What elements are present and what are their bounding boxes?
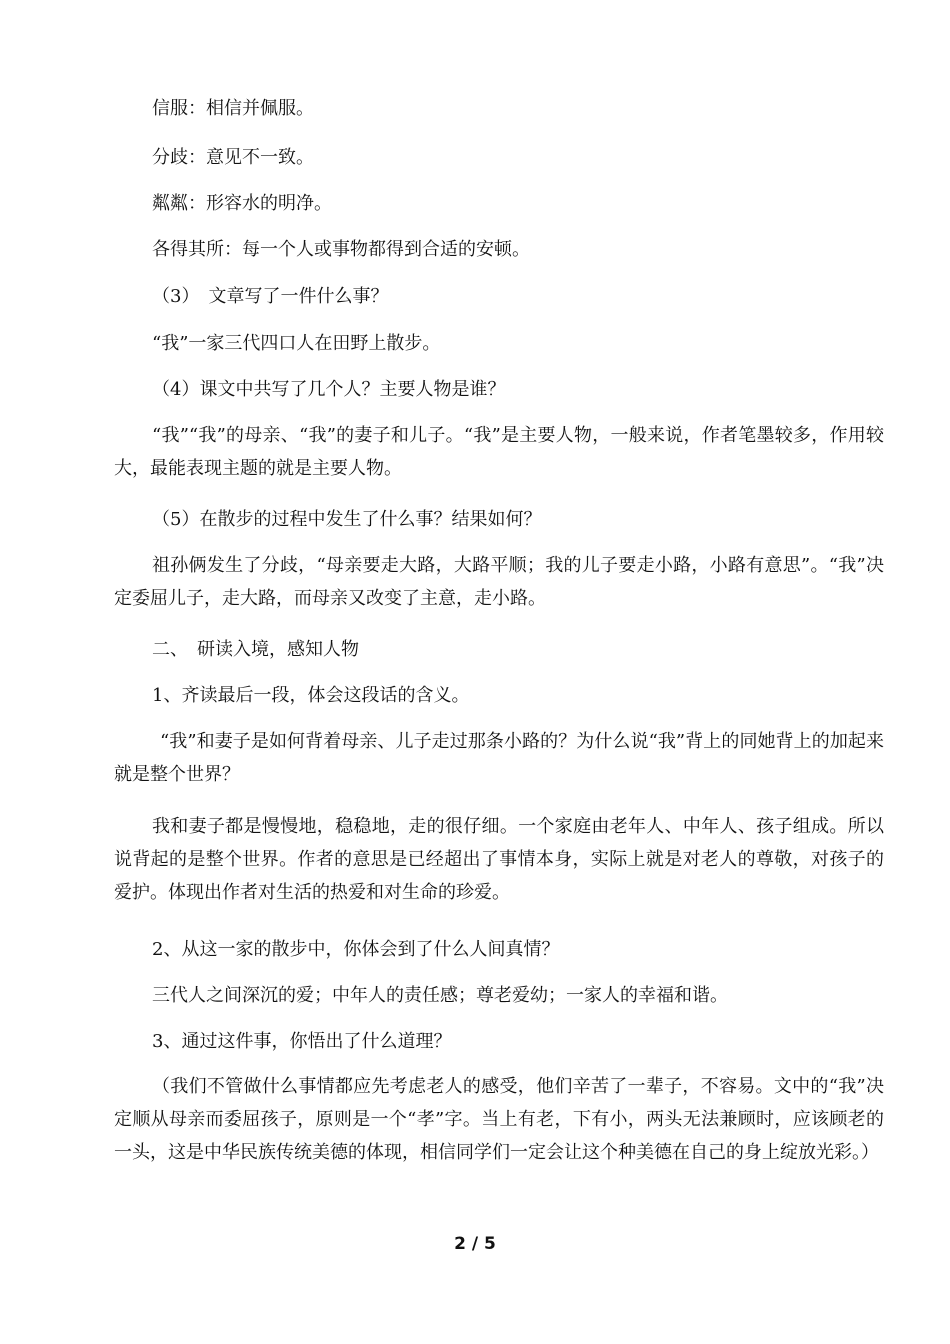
answer-5: 祖孙俩发生了分歧，“母亲要走大路，大路平顺；我的儿子要走小路，小路有意思”。“我”决定委屈儿子，走大路，而母亲又改变了主意，走小路。 (114, 555, 884, 609)
task-3-answer: （我们不管做什么事情都应先考虑老人的感受，他们辛苦了一辈子，不容易。文中的“我”决定顺从母亲而委屈孩子，原则是一个“孝”字。当上有老，下有小，两头无法兼顾时，应该顾老的一头，这是中华民族传统美德的体现，相信同学们一定会让这个种美德在自己的身上绽放光彩。） (114, 1076, 884, 1163)
definition-xinfu: 信服：相信并佩服。 (152, 98, 314, 119)
task-3: 3、通过这件事，你悟出了什么道理？ (152, 1031, 452, 1052)
definition-fenqi: 分歧：意见不一致。 (152, 147, 314, 168)
task-1-answer: 我和妻子都是慢慢地，稳稳地，走的很仔细。一个家庭由老年人、中年人、孩子组成。所以说背起的是整个世界。作者的意思是已经超出了事情本身，实际上就是对老人的尊敬，对孩子的爱护。体现出作者对生活的热爱和对生命的珍爱。 (114, 816, 884, 903)
definition-gedeqisuo: 各得其所：每一个人或事物都得到合适的安顿。 (152, 239, 530, 260)
page-number: 2 / 5 (454, 1234, 496, 1254)
section-heading-2: 二、 研读入境，感知人物 (152, 639, 359, 660)
task-1-question: “我”和妻子是如何背着母亲、儿子走过那条小路的？为什么说“我”背上的同她背上的加起来就是整个世界？ (114, 731, 884, 785)
task-2-answer: 三代人之间深沉的爱；中年人的责任感；尊老爱幼；一家人的幸福和谐。 (152, 985, 728, 1006)
answer-4: “我”“我”的母亲、“我”的妻子和儿子。“我”是主要人物，一般来说，作者笔墨较多，作用较大，最能表现主题的就是主要人物。 (114, 425, 884, 479)
definition-linlin: 粼粼：形容水的明净。 (152, 193, 332, 214)
task-1: 1、齐读最后一段，体会这段话的含义。 (152, 685, 470, 706)
question-5: （5）在散步的过程中发生了什么事？结果如何？ (152, 509, 542, 530)
question-3: （3） 文章写了一件什么事？ (152, 286, 389, 307)
task-2: 2、从这一家的散步中，你体会到了什么人间真情？ (152, 939, 560, 960)
answer-3: “我”一家三代四口人在田野上散步。 (152, 333, 441, 354)
question-4: （4）课文中共写了几个人？主要人物是谁？ (152, 379, 506, 400)
